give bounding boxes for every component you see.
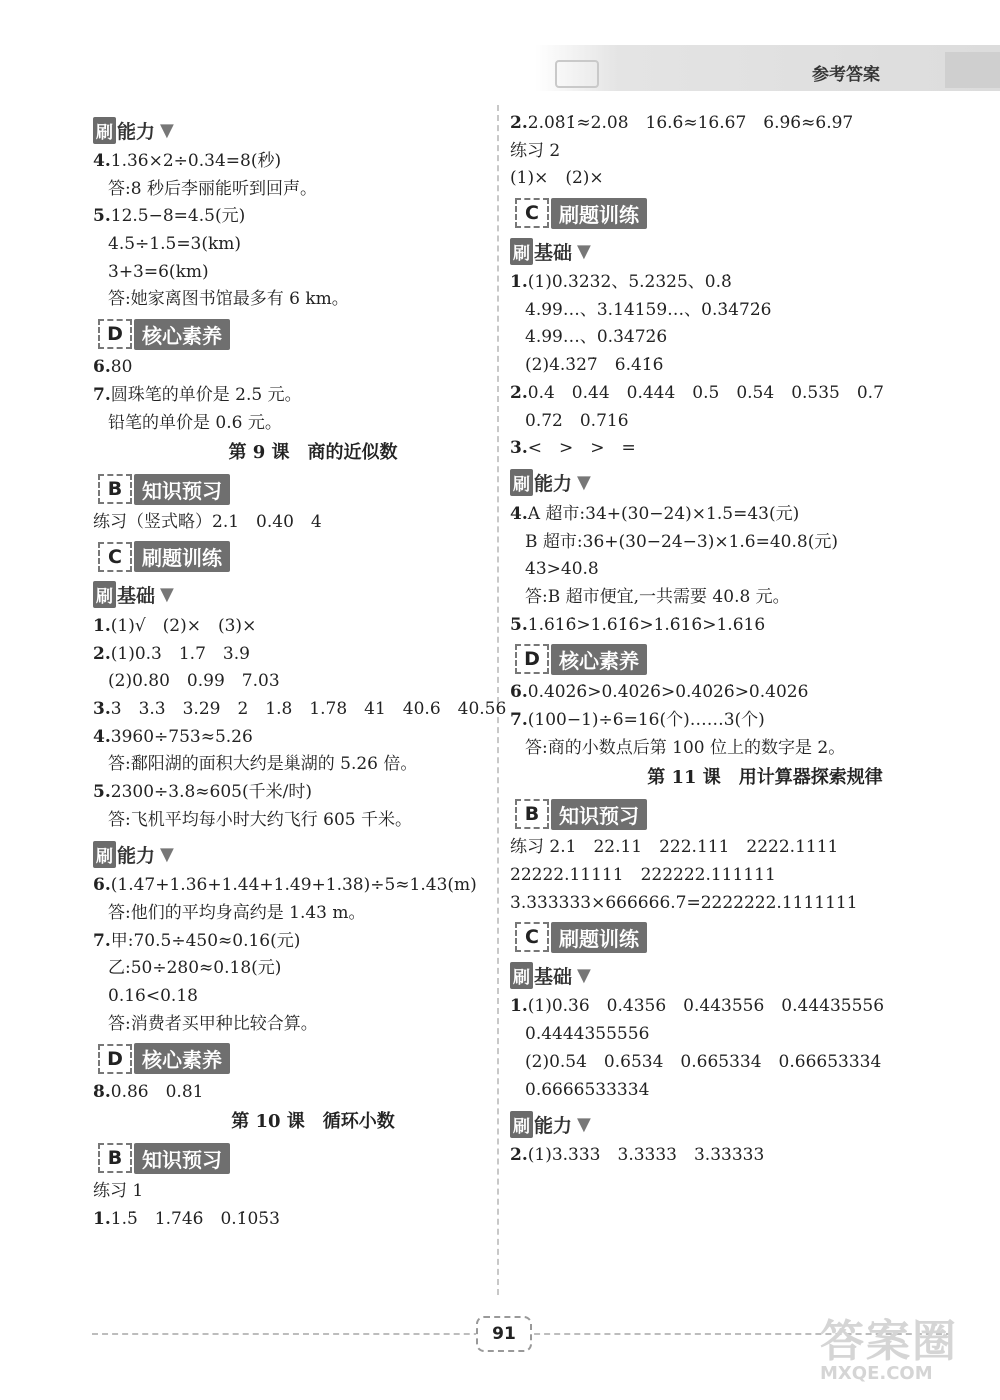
section-letter-badge: C [98, 542, 132, 572]
practice-level-label: 基础 [117, 585, 156, 608]
section-label: 核心素养 [551, 644, 647, 675]
answer-line [93, 148, 493, 176]
answer-text: 练习 2.1 22.11 222.111 2222.1111 [510, 837, 839, 858]
question-number: 7. [93, 384, 111, 405]
right-column [510, 110, 980, 1170]
answer-text: 答:他们的平均身高约是 1.43 m。 [108, 903, 366, 924]
answer-line [510, 408, 980, 436]
section-heading [98, 316, 493, 352]
answer-text: 0.4444355556 [525, 1024, 650, 1045]
answer-line [93, 641, 493, 669]
answer-line [510, 324, 980, 352]
watermark-logo-text: 答案圈 [820, 1316, 958, 1367]
section-label: 刷题训练 [551, 922, 647, 953]
question-number: 2. [510, 113, 528, 133]
answer-line [93, 176, 493, 204]
answer-line [510, 529, 980, 557]
question-number: 1. [93, 615, 111, 636]
answer-text: 22222.11111 222222.111111 [510, 865, 776, 886]
answer-text: 答:她家离图书馆最多有 6 km。 [108, 289, 349, 310]
answer-text: 答:商的小数点后第 100 位上的数字是 2。 [525, 737, 846, 758]
answer-line [93, 1079, 493, 1107]
shua-badge: 刷 [93, 581, 116, 608]
header-decoration [555, 60, 599, 88]
section-label: 知识预习 [551, 799, 647, 830]
answer-text: (2)0.80 0.99 7.03 [108, 671, 280, 692]
answer-line [93, 203, 493, 231]
answer-text: 1.36×2÷0.34=8(秒) [110, 151, 282, 171]
answer-text: 1.616̇>1.61̇6̇>1.6̇16̇>1.616 [527, 614, 766, 635]
answer-line [510, 1049, 980, 1077]
section-letter-badge: B [98, 474, 132, 504]
answer-line [510, 165, 980, 193]
section-label: 核心素养 [134, 1043, 230, 1074]
answer-line [93, 955, 493, 983]
section-heading [515, 919, 980, 955]
triangle-down-icon: ▼ [577, 472, 591, 494]
answer-text: 0.72 0.716 [525, 410, 629, 431]
answer-line [510, 380, 980, 408]
question-number: 1. [510, 996, 528, 1017]
practice-level-label: 基础 [534, 965, 573, 988]
section-label: 核心素养 [134, 319, 230, 350]
answer-line [93, 1206, 493, 1234]
lesson-title: 第 10 课 循环小数 [231, 1111, 395, 1133]
practice-level-label: 基础 [534, 241, 573, 264]
answer-text: 圆珠笔的单价是 2.5 元。 [110, 384, 302, 405]
section-heading [515, 641, 980, 677]
shua-badge: 刷 [93, 117, 116, 144]
section-heading [98, 471, 493, 507]
question-number: 6. [510, 682, 528, 703]
question-number: 4. [93, 151, 111, 171]
answer-line [510, 1021, 980, 1049]
practice-level-heading [93, 836, 493, 872]
question-number: 5. [510, 614, 528, 635]
section-label: 知识预习 [134, 1143, 230, 1174]
header-band [535, 45, 1000, 91]
answer-line [93, 668, 493, 696]
question-number: 7. [93, 930, 111, 951]
section-label: 知识预习 [134, 474, 230, 505]
answer-line [510, 735, 980, 763]
answer-line [93, 1178, 493, 1206]
page-number: 91 [476, 1316, 532, 1352]
section-heading [98, 1140, 493, 1176]
answer-line [510, 1142, 980, 1170]
answer-text: 4.99…、0.3̇472̇6 [525, 327, 668, 348]
shua-badge: 刷 [510, 238, 533, 265]
section-letter-badge: C [515, 922, 549, 952]
section-label: 刷题训练 [134, 541, 230, 572]
practice-level-heading [510, 957, 980, 993]
question-number: 2. [510, 1145, 528, 1166]
answer-line [93, 1011, 493, 1039]
answer-text: 3 3.3 3.29 2 1.8 1.78 41 40.6 40.56 [110, 698, 507, 719]
section-heading [98, 539, 493, 575]
answer-line [510, 501, 980, 529]
answer-text: 练习（竖式略）2.1 0.40 4 [93, 512, 322, 533]
answer-text: (2)4.3̇27̇ 6.41̇6̇ [525, 355, 664, 376]
answer-text: 答:鄱阳湖的面积大约是巢湖的 5.26 倍。 [108, 754, 418, 775]
section-letter-badge: B [98, 1143, 132, 1173]
section-label: 刷题训练 [551, 198, 647, 229]
answer-text: 0.4 0.44 0.444 0.5 0.54 0.535 0.7 [527, 382, 884, 403]
answer-text: 甲:70.5÷450≈0.16(元) [110, 930, 301, 951]
shua-badge: 刷 [93, 841, 116, 868]
practice-level-label: 能力 [117, 120, 156, 143]
answer-text: (1)0.3232、5.2325、0.8̇ [527, 272, 732, 293]
triangle-down-icon: ▼ [577, 1113, 591, 1135]
question-number: 4. [93, 726, 111, 747]
practice-level-heading [93, 577, 493, 613]
answer-line [510, 297, 980, 325]
answer-line [93, 779, 493, 807]
triangle-down-icon: ▼ [160, 843, 174, 865]
lesson-title: 第 9 课 商的近似数 [228, 442, 398, 464]
answer-text: (1)0.3 1.7 3.9 [110, 643, 250, 664]
answer-line [93, 613, 493, 641]
answer-text: (1)√ (2)× (3)× [110, 615, 257, 636]
answer-line [93, 983, 493, 1011]
answer-line [93, 900, 493, 928]
answer-text: 答:飞机平均每小时大约飞行 605 千米。 [108, 809, 412, 830]
answer-text: (2)0.54 0.6534 0.665334 0.66653334 [525, 1051, 882, 1072]
section-letter-badge: D [98, 1044, 132, 1074]
answer-text: 2.08̇1̇≈2.08 16.6̇≈16.67 6.9̇6̇≈6.97 [527, 113, 854, 133]
section-heading [515, 195, 980, 231]
practice-level-heading [510, 1106, 980, 1142]
triangle-down-icon: ▼ [160, 584, 174, 606]
practice-level-label: 能力 [534, 473, 573, 496]
section-heading [515, 796, 980, 832]
practice-level-heading [93, 112, 493, 148]
triangle-down-icon: ▼ [160, 119, 174, 141]
question-number: 5. [93, 782, 111, 802]
answer-text: 3960÷753≈5.26 [110, 726, 253, 747]
answer-line [510, 862, 980, 890]
answer-line [93, 872, 493, 900]
answer-text: 0.86 0.81 [110, 1081, 204, 1102]
answer-text: 乙:50÷280≈0.18(元) [108, 958, 282, 979]
practice-level-label: 能力 [117, 844, 156, 867]
answer-text: 0.16<0.18 [108, 986, 198, 1007]
answer-text: < > > = [527, 438, 636, 459]
answer-line [510, 435, 980, 463]
answer-line [93, 354, 493, 382]
question-number: 4. [510, 503, 528, 524]
answer-line [510, 612, 980, 640]
answer-text: A 超市:34+(30−24)×1.5=43(元) [527, 503, 800, 524]
answer-line [93, 807, 493, 835]
answer-line [93, 410, 493, 438]
answer-text: 4.99…、3.14159…、0.3̇472̇6 [525, 299, 772, 320]
answer-line [510, 890, 980, 918]
triangle-down-icon: ▼ [577, 964, 591, 986]
triangle-down-icon: ▼ [577, 240, 591, 262]
answer-line [510, 556, 980, 584]
question-number: 2. [93, 643, 111, 664]
answer-text: B 超市:36+(30−24−3)×1.6=40.8(元) [525, 531, 838, 552]
answer-text: (1)0.36 0.4356 0.443556 0.44435556 [527, 996, 885, 1017]
question-number: 5. [93, 206, 111, 227]
answer-text: 12.5−8=4.5(元) [110, 206, 246, 227]
answer-text: 练习 2 [510, 140, 561, 161]
shua-badge: 刷 [510, 469, 533, 496]
answer-line [510, 834, 980, 862]
answer-line [510, 138, 980, 166]
answer-line [93, 259, 493, 287]
answer-text: 2300÷3.8≈605(千米/时) [110, 782, 312, 802]
answer-text: (1)3.333 3.3333 3.33333 [527, 1145, 765, 1166]
question-number: 6. [93, 357, 111, 378]
watermark [820, 1305, 990, 1395]
watermark-url: MXQE.COM [820, 1363, 933, 1384]
answer-line [93, 928, 493, 956]
answer-line [93, 231, 493, 259]
header-end-decoration [945, 52, 1000, 88]
answer-text: 1.5̇ 1.74̇6̇ 0.1̇05̇3 [110, 1208, 280, 1229]
answer-text: 0.6666533334 [525, 1079, 650, 1100]
question-number: 3. [93, 698, 111, 719]
page-header-title: 参考答案 [812, 65, 880, 85]
answer-line [93, 509, 493, 537]
question-number: 6. [93, 875, 111, 896]
answer-text: (1.47+1.36+1.44+1.49+1.38)÷5≈1.43(m) [110, 875, 477, 896]
answer-text: (1)× (2)× [510, 168, 604, 189]
answer-text: 答:8 秒后李丽能听到回声。 [108, 178, 317, 199]
answer-text: 3+3=6(km) [108, 261, 209, 282]
answer-text: 80 [110, 357, 133, 378]
question-number: 2. [510, 382, 528, 403]
shua-badge: 刷 [510, 1111, 533, 1138]
lesson-title: 第 11 课 用计算器探索规律 [647, 767, 883, 789]
section-letter-badge: D [515, 644, 549, 674]
answer-text: 0.402̇6̇>0.4̇026̇>0.40̇26̇>0.4026 [527, 682, 809, 703]
answer-line [93, 696, 507, 724]
left-column [93, 110, 507, 1234]
answer-text: 3.333333×666666.7=2222222.1111111 [510, 892, 858, 913]
answer-line [510, 352, 980, 380]
answer-line [93, 724, 493, 752]
answer-text: 43>40.8 [525, 559, 599, 580]
answer-text: 答:B 超市便宜,一共需要 40.8 元。 [525, 586, 790, 607]
section-letter-badge: D [98, 319, 132, 349]
answer-line [510, 707, 980, 735]
answer-line [510, 110, 980, 138]
practice-level-label: 能力 [534, 1114, 573, 1137]
section-letter-badge: C [515, 198, 549, 228]
question-number: 3. [510, 438, 528, 459]
shua-badge: 刷 [510, 962, 533, 989]
answer-text: (100−1)÷6=16(个)……3(个) [527, 710, 765, 730]
answer-line [510, 679, 980, 707]
question-number: 8. [93, 1081, 111, 1102]
answer-line [93, 751, 493, 779]
practice-level-heading [510, 233, 980, 269]
practice-level-heading [510, 465, 980, 501]
answer-text: 答:消费者买甲种比较合算。 [108, 1013, 318, 1034]
question-number: 1. [93, 1208, 111, 1229]
answer-line [510, 993, 980, 1021]
answer-line [510, 584, 980, 612]
answer-text: 练习 1 [93, 1181, 144, 1202]
question-number: 7. [510, 710, 528, 730]
answer-text: 4.5÷1.5=3(km) [108, 234, 242, 255]
answer-line [93, 286, 493, 314]
answer-line [93, 382, 493, 410]
section-letter-badge: B [515, 799, 549, 829]
answer-text: 铅笔的单价是 0.6 元。 [108, 412, 282, 433]
answer-line [510, 1077, 980, 1105]
section-heading [98, 1041, 493, 1077]
answer-line [510, 269, 980, 297]
question-number: 1. [510, 272, 528, 293]
